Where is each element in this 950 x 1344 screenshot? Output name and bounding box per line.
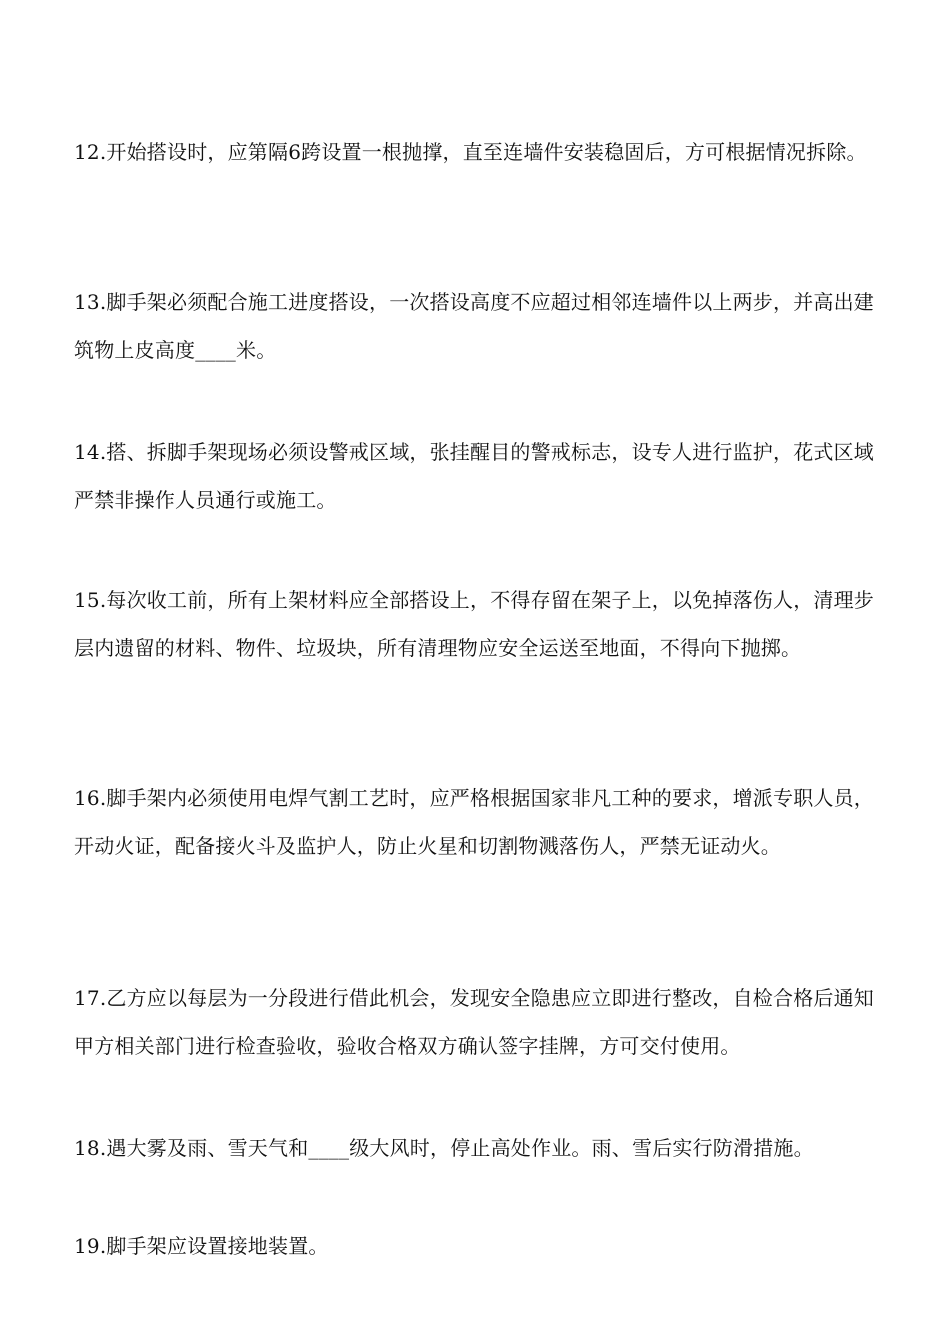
clause-15: 15.每次收工前，所有上架材料应全部搭设上，不得存留在架子上，以免掉落伤人，清理步层内遗留的材料、物件、垃圾块，所有清理物应安全运送至地面，不得向下抛掷。 xyxy=(74,588,875,660)
clause-12: 12.开始搭设时，应第隔6跨设置一根抛撑，直至连墙件安装稳固后，方可根据情况拆除。 xyxy=(74,140,867,164)
clause-17: 17.乙方应以每层为一分段进行借此机会，发现安全隐患应立即进行整改，自检合格后通知甲方相关部门进行检查验收，验收合格双方确认签字挂牌，方可交付使用。 xyxy=(74,986,875,1058)
clause-14: 14.搭、拆脚手架现场必须设警戒区域，张挂醒目的警戒标志，设专人进行监护，花式区域严禁非操作人员通行或施工。 xyxy=(74,440,875,512)
clause-19: 19.脚手架应设置接地装置。 xyxy=(74,1234,329,1258)
clause-18: 18.遇大雾及雨、雪天气和____级大风时，停止高处作业。雨、雪后实行防滑措施。 xyxy=(74,1136,814,1160)
clause-13: 13.脚手架必须配合施工进度搭设，一次搭设高度不应超过相邻连墙件以上两步，并高出建筑物上皮高度____米。 xyxy=(74,290,875,362)
clause-16: 16.脚手架内必须使用电焊气割工艺时，应严格根据国家非凡工种的要求，增派专职人员，开动火证，配备接火斗及监护人，防止火星和切割物溅落伤人，严禁无证动火。 xyxy=(74,786,875,858)
